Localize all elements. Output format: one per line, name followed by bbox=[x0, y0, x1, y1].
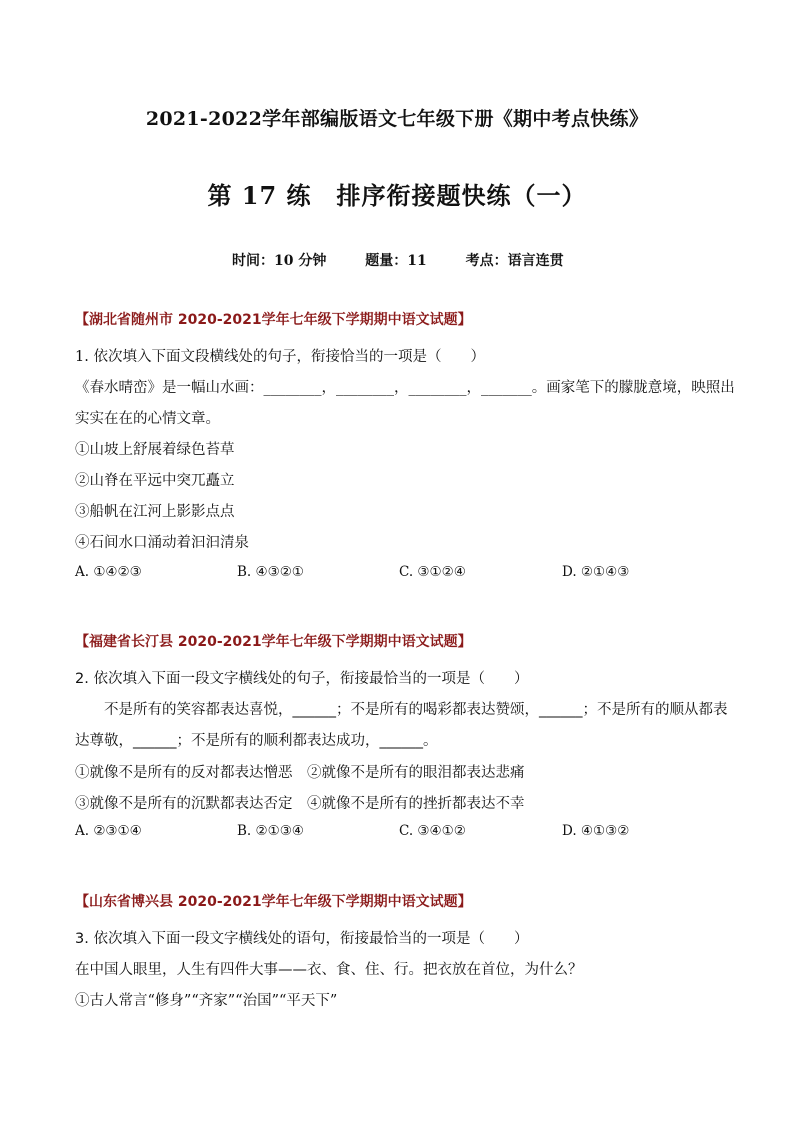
lesson-title: 第 17 练 排序衔接题快练（一） bbox=[207, 181, 587, 210]
q1-item-3: ③船帆在江河上影影点点 bbox=[75, 504, 235, 520]
q2-source: 【福建省长汀县 2020-2021学年七年级下学期期中语文试题】 bbox=[75, 634, 472, 650]
q2-items-row2: ③就像不是所有的沉默都表达否定 ④就像不是所有的挫折都表达不幸 bbox=[75, 796, 525, 812]
series-title: 2021-2022学年部编版语文七年级下册《期中考点快练》 bbox=[145, 108, 649, 130]
q2-items-row1: ①就像不是所有的反对都表达憎恶 ②就像不是所有的眼泪都表达悲痛 bbox=[75, 765, 525, 781]
meta-time: 时间：10 分钟 bbox=[232, 253, 327, 269]
q3-source: 【山东省博兴县 2020-2021学年七年级下学期期中语文试题】 bbox=[75, 894, 472, 910]
q2-option-c[interactable]: C. ③④①② bbox=[399, 823, 466, 839]
exercise-meta bbox=[232, 250, 598, 270]
q2-stem: 2. 依次填入下面一段文字横线处的句子，衔接最恰当的一项是（ ） bbox=[75, 671, 529, 687]
q2-option-b[interactable]: B. ②①③④ bbox=[237, 823, 304, 839]
q3-stem: 3. 依次填入下面一段文字横线处的语句，衔接最恰当的一项是（ ） bbox=[75, 931, 529, 947]
q1-source: 【湖北省随州市 2020-2021学年七年级下学期期中语文试题】 bbox=[75, 312, 472, 328]
q2-passage-line2: 达尊敬，______；不是所有的顺利都表达成功，______。 bbox=[75, 733, 438, 749]
q1-option-b[interactable]: B. ④③②① bbox=[237, 564, 304, 580]
q1-option-d[interactable]: D. ②①④③ bbox=[562, 564, 630, 580]
q1-option-a[interactable]: A. ①④②③ bbox=[75, 564, 142, 580]
q2-passage-line1: 不是所有的笑容都表达喜悦，______；不是所有的喝彩都表达赞颂，______；不是所有的顺从都表 bbox=[104, 702, 728, 718]
q1-item-2: ②山脊在平远中突兀矗立 bbox=[75, 473, 235, 489]
q3-passage-line1: 在中国人眼里，人生有四件大事——衣、食、住、行。把衣放在首位，为什么？ bbox=[75, 962, 583, 978]
q2-option-d[interactable]: D. ④①③② bbox=[562, 823, 630, 839]
q1-stem: 1. 依次填入下面文段横线处的句子，衔接恰当的一项是（ ） bbox=[75, 349, 485, 365]
q1-passage-line1: 《春水晴峦》是一幅山水画：________，________，________，_______。画家笔下的朦胧意境，映照出 bbox=[75, 380, 735, 396]
meta-topic: 考点：语言连贯 bbox=[465, 253, 564, 269]
q3-item-1: ①古人常言“修身”“齐家”“治国”“平天下” bbox=[75, 993, 338, 1009]
q1-item-4: ④石间水口涌动着汩汩清泉 bbox=[75, 535, 249, 551]
q1-item-1: ①山坡上舒展着绿色苔草 bbox=[75, 442, 235, 458]
meta-count: 题量：11 bbox=[365, 253, 427, 269]
q2-option-a[interactable]: A. ②③①④ bbox=[75, 823, 142, 839]
q1-option-c[interactable]: C. ③①②④ bbox=[399, 564, 466, 580]
q1-passage-line2: 实实在在的心情文章。 bbox=[75, 411, 220, 427]
